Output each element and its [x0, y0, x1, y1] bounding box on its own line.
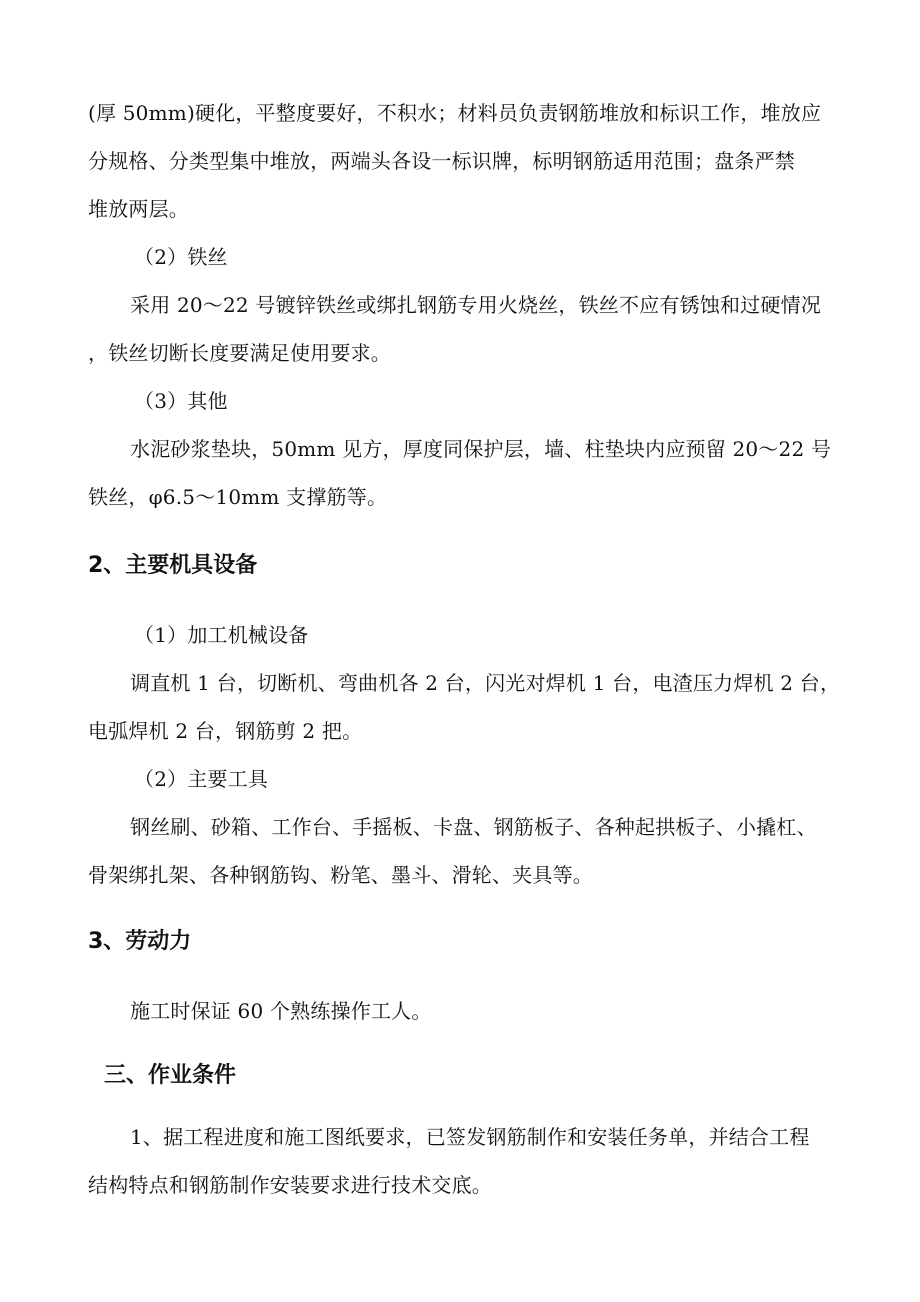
conditions-line-2: 结构特点和钢筋制作安装要求进行技术交底。 [88, 1173, 492, 1197]
labor-section-heading: 3、劳动力 [88, 929, 192, 954]
storage-paragraph-line-3: 堆放两层。 [88, 197, 189, 221]
wire-line-1: 采用 20～22 号镀锌铁丝或绑扎钢筋专用火烧丝，铁丝不应有锈蚀和过硬情况 [130, 293, 822, 317]
other-heading: （3）其他 [134, 389, 228, 413]
tools-line-2: 骨架绑扎架、各种钢筋钩、粉笔、墨斗、滑轮、夹具等。 [88, 863, 593, 887]
wire-heading: （2）铁丝 [134, 245, 228, 269]
storage-paragraph-line-1: (厚 50mm)硬化，平整度要好，不积水；材料员负责钢筋堆放和标识工作，堆放应 [88, 101, 822, 125]
other-line-1: 水泥砂浆垫块，50mm 见方，厚度同保护层，墙、柱垫块内应预留 20～22 号 [130, 437, 832, 461]
conditions-line-1: 1、据工程进度和施工图纸要求，已签发钢筋制作和安装任务单，并结合工程 [130, 1125, 810, 1149]
wire-line-2: ，铁丝切断长度要满足使用要求。 [88, 341, 391, 365]
equipment-section-heading: 2、主要机具设备 [88, 553, 258, 578]
tools-heading: （2）主要工具 [134, 767, 269, 791]
storage-paragraph-line-2: 分规格、分类型集中堆放，两端头各设一标识牌，标明钢筋适用范围；盘条严禁 [88, 149, 795, 173]
conditions-section-heading: 三、作业条件 [104, 1063, 237, 1088]
other-line-2: 铁丝，φ6.5～10mm 支撑筋等。 [88, 485, 388, 509]
machinery-heading: （1）加工机械设备 [134, 623, 309, 647]
tools-line-1: 钢丝刷、砂箱、工作台、手摇板、卡盘、钢筋板子、各种起拱板子、小撬杠、 [130, 815, 817, 839]
labor-line-1: 施工时保证 60 个熟练操作工人。 [130, 999, 432, 1023]
machinery-line-2: 电弧焊机 2 台，钢筋剪 2 把。 [88, 719, 363, 743]
machinery-line-1: 调直机 1 台，切断机、弯曲机各 2 台，闪光对焊机 1 台，电渣压力焊机 2 台， [130, 671, 841, 695]
